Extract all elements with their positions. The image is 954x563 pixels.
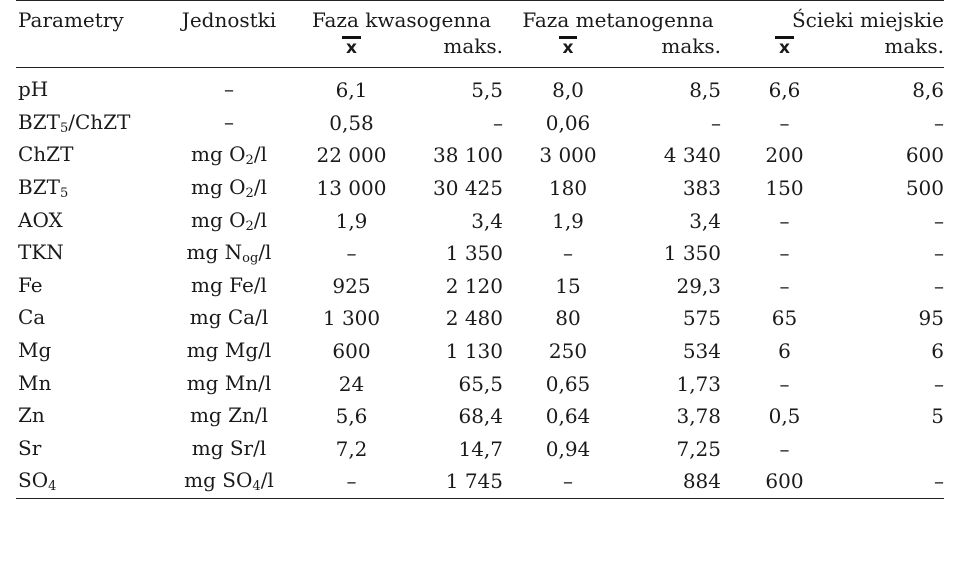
mean-value-cell: 1,9 bbox=[335, 208, 368, 233]
mean-value-cell: 8,0 bbox=[552, 78, 584, 103]
param-name: TKN bbox=[18, 240, 64, 265]
table-row bbox=[16, 139, 944, 172]
header-param: Parametry bbox=[18, 8, 124, 32]
max-value-cell: 38 100 bbox=[433, 143, 503, 168]
max-value-cell: 3,4 bbox=[689, 208, 721, 233]
mean-value-cell: 0,5 bbox=[768, 404, 801, 429]
max-value-cell: 2 120 bbox=[445, 273, 503, 298]
mean-symbol: x bbox=[559, 36, 578, 57]
unit-subscript: 2 bbox=[245, 218, 254, 234]
max-value-cell: 500 bbox=[905, 176, 944, 201]
mean-value-cell: 600 bbox=[332, 339, 371, 364]
mean-value-cell: 6,1 bbox=[335, 78, 368, 103]
max-value-cell: 8,5 bbox=[689, 78, 721, 103]
max-value-cell: 1 130 bbox=[445, 339, 503, 364]
unit-subscript: og bbox=[242, 251, 259, 267]
parameters-table bbox=[16, 0, 944, 499]
max-value-cell: 534 bbox=[682, 339, 721, 364]
max-value-cell: – bbox=[934, 371, 944, 396]
param-cell bbox=[16, 68, 164, 107]
max-value-cell: 95 bbox=[918, 306, 944, 331]
param-name: BZT bbox=[18, 175, 60, 200]
unit-cell bbox=[164, 237, 294, 270]
max-value-cell: 14,7 bbox=[458, 436, 503, 461]
mean-value-cell: 24 bbox=[338, 371, 365, 396]
unit-subscript: 2 bbox=[245, 153, 254, 169]
unit-cell bbox=[164, 335, 294, 368]
table-row bbox=[16, 302, 944, 335]
unit-text: mg Zn/l bbox=[189, 403, 269, 428]
max-value-cell: 6 bbox=[931, 339, 944, 364]
mean-value-cell: – bbox=[346, 469, 357, 494]
mean-value-cell: 0,58 bbox=[329, 110, 374, 135]
param-cell bbox=[16, 237, 164, 270]
table-row bbox=[16, 204, 944, 237]
max-value-cell: 65,5 bbox=[458, 371, 503, 396]
param-cell bbox=[16, 433, 164, 466]
unit-cell bbox=[164, 68, 294, 107]
unit-text: mg SO bbox=[184, 468, 253, 493]
max-value-cell: 1 350 bbox=[445, 241, 503, 266]
mean-value-cell: – bbox=[563, 241, 573, 266]
param-cell bbox=[16, 139, 164, 172]
mean-value-cell: 7,2 bbox=[335, 436, 368, 461]
param-name: ChZT bbox=[18, 142, 74, 167]
param-name: Fe bbox=[18, 272, 43, 297]
param-cell bbox=[16, 172, 164, 205]
unit-text: mg Fe/l bbox=[191, 272, 267, 297]
mean-value-cell: – bbox=[346, 241, 357, 266]
unit-cell bbox=[164, 172, 294, 205]
max-value-cell: – bbox=[934, 208, 944, 233]
table-row bbox=[16, 400, 944, 433]
mean-symbol: x bbox=[775, 36, 794, 57]
mean-value-cell: – bbox=[779, 110, 790, 135]
mean-value-cell: 250 bbox=[548, 339, 588, 364]
mean-value-cell: 0,06 bbox=[545, 110, 591, 135]
max-value-cell: 7,25 bbox=[676, 436, 721, 461]
mean-value-cell: 0,65 bbox=[545, 371, 591, 396]
table-header bbox=[16, 1, 944, 68]
mean-value-cell: – bbox=[779, 273, 790, 298]
unit-text: – bbox=[224, 77, 234, 102]
table-row bbox=[16, 433, 944, 466]
unit-cell bbox=[164, 139, 294, 172]
unit-suffix: /l bbox=[260, 468, 274, 493]
header-max: maks. bbox=[443, 34, 503, 58]
unit-text: mg Mg/l bbox=[186, 338, 272, 363]
header-group-municipal: Ścieki miejskie bbox=[791, 8, 944, 32]
mean-value-cell: 1,9 bbox=[552, 208, 584, 233]
table-row bbox=[16, 270, 944, 303]
unit-text: mg O bbox=[191, 207, 246, 232]
max-value-cell: – bbox=[934, 469, 944, 494]
max-value-cell: 5,5 bbox=[471, 78, 503, 103]
mean-value-cell: – bbox=[779, 241, 790, 266]
unit-text: mg O bbox=[191, 142, 246, 167]
unit-text: mg Mn/l bbox=[186, 370, 272, 395]
mean-value-cell: 200 bbox=[765, 143, 804, 168]
max-value-cell: 2 480 bbox=[445, 306, 503, 331]
unit-suffix: /l bbox=[253, 207, 267, 232]
max-value-cell: – bbox=[493, 110, 503, 135]
max-value-cell: 575 bbox=[682, 306, 721, 331]
header-group-methane: Faza metanogenna bbox=[522, 8, 714, 32]
param-cell bbox=[16, 204, 164, 237]
param-cell bbox=[16, 465, 164, 498]
param-cell bbox=[16, 302, 164, 335]
max-value-cell: 1 745 bbox=[445, 469, 503, 494]
max-value-cell: – bbox=[711, 110, 721, 135]
unit-suffix: /l bbox=[253, 175, 267, 200]
mean-value-cell: 925 bbox=[332, 273, 371, 298]
mean-value-cell: 13 000 bbox=[316, 176, 387, 201]
unit-cell bbox=[164, 367, 294, 400]
mean-value-cell: 22 000 bbox=[316, 143, 387, 168]
table-row bbox=[16, 237, 944, 270]
max-value-cell bbox=[842, 433, 944, 466]
max-value-cell: 383 bbox=[682, 176, 721, 201]
param-cell bbox=[16, 367, 164, 400]
param-name: Mn bbox=[18, 370, 52, 395]
unit-cell bbox=[164, 433, 294, 466]
unit-text: mg N bbox=[186, 240, 243, 265]
param-name: Sr bbox=[18, 435, 42, 460]
mean-value-cell: 6,6 bbox=[768, 78, 801, 103]
unit-cell bbox=[164, 107, 294, 140]
param-name: pH bbox=[18, 77, 49, 102]
unit-text: – bbox=[224, 109, 234, 134]
mean-value-cell: – bbox=[779, 371, 790, 396]
header-group-acid: Faza kwasogenna bbox=[311, 8, 492, 32]
param-name: Ca bbox=[18, 305, 46, 330]
mean-value-cell: 3 000 bbox=[539, 143, 597, 168]
unit-cell bbox=[164, 270, 294, 303]
max-value-cell: 4 340 bbox=[663, 143, 721, 168]
mean-value-cell: 6 bbox=[778, 339, 791, 364]
table-body bbox=[16, 68, 944, 499]
mean-value-cell: – bbox=[563, 469, 573, 494]
mean-value-cell: 180 bbox=[548, 176, 588, 201]
unit-subscript: 4 bbox=[252, 479, 261, 495]
unit-text: mg Sr/l bbox=[191, 435, 267, 460]
max-value-cell: 5 bbox=[931, 404, 944, 429]
unit-cell bbox=[164, 465, 294, 498]
max-value-cell: 30 425 bbox=[433, 176, 503, 201]
mean-value-cell: 0,94 bbox=[545, 436, 591, 461]
mean-value-cell: 15 bbox=[555, 273, 581, 298]
max-value-cell: 3,4 bbox=[471, 208, 503, 233]
max-value-cell: 1 350 bbox=[663, 241, 721, 266]
param-cell bbox=[16, 335, 164, 368]
unit-text: mg O bbox=[191, 175, 246, 200]
param-name: Mg bbox=[18, 338, 52, 363]
param-name: Zn bbox=[18, 403, 45, 428]
unit-cell bbox=[164, 400, 294, 433]
param-suffix: /ChZT bbox=[68, 109, 131, 134]
max-value-cell: – bbox=[934, 110, 944, 135]
max-value-cell: 29,3 bbox=[676, 273, 721, 298]
mean-symbol: x bbox=[342, 36, 361, 57]
table-row bbox=[16, 465, 944, 498]
mean-value-cell: 65 bbox=[771, 306, 798, 331]
mean-value-cell: – bbox=[779, 436, 790, 461]
max-value-cell: 68,4 bbox=[458, 404, 503, 429]
param-cell bbox=[16, 400, 164, 433]
unit-cell bbox=[164, 302, 294, 335]
param-name: BZT bbox=[18, 109, 60, 134]
unit-suffix: /l bbox=[253, 142, 267, 167]
table-row bbox=[16, 335, 944, 368]
unit-subscript: 2 bbox=[245, 186, 254, 202]
mean-value-cell: 1 300 bbox=[322, 306, 381, 331]
table-row bbox=[16, 68, 944, 107]
max-value-cell: 600 bbox=[905, 143, 944, 168]
mean-value-cell: 0,64 bbox=[545, 404, 591, 429]
max-value-cell: 884 bbox=[682, 469, 721, 494]
table-row bbox=[16, 367, 944, 400]
max-value-cell: – bbox=[934, 273, 944, 298]
param-cell bbox=[16, 107, 164, 140]
max-value-cell: – bbox=[934, 241, 944, 266]
mean-value-cell: 80 bbox=[555, 306, 581, 331]
table-row bbox=[16, 107, 944, 140]
param-cell bbox=[16, 270, 164, 303]
param-subscript: 5 bbox=[59, 186, 69, 202]
max-value-cell: 3,78 bbox=[676, 404, 721, 429]
mean-value-cell: – bbox=[779, 208, 790, 233]
unit-text: mg Ca/l bbox=[189, 305, 269, 330]
mean-value-cell: 150 bbox=[765, 176, 804, 201]
unit-cell bbox=[164, 204, 294, 237]
max-value-cell: 1,73 bbox=[676, 371, 721, 396]
param-name: SO bbox=[18, 468, 49, 493]
mean-value-cell: 600 bbox=[765, 469, 804, 494]
param-subscript: 4 bbox=[48, 479, 57, 495]
param-subscript: 5 bbox=[59, 120, 69, 136]
header-max: maks. bbox=[661, 34, 721, 58]
header-max: maks. bbox=[884, 34, 944, 58]
mean-value-cell: 5,6 bbox=[335, 404, 368, 429]
unit-suffix: /l bbox=[258, 240, 272, 265]
table-row bbox=[16, 172, 944, 205]
header-unit: Jednostki bbox=[181, 8, 277, 32]
param-name: AOX bbox=[18, 207, 63, 232]
max-value-cell: 8,6 bbox=[912, 78, 944, 103]
